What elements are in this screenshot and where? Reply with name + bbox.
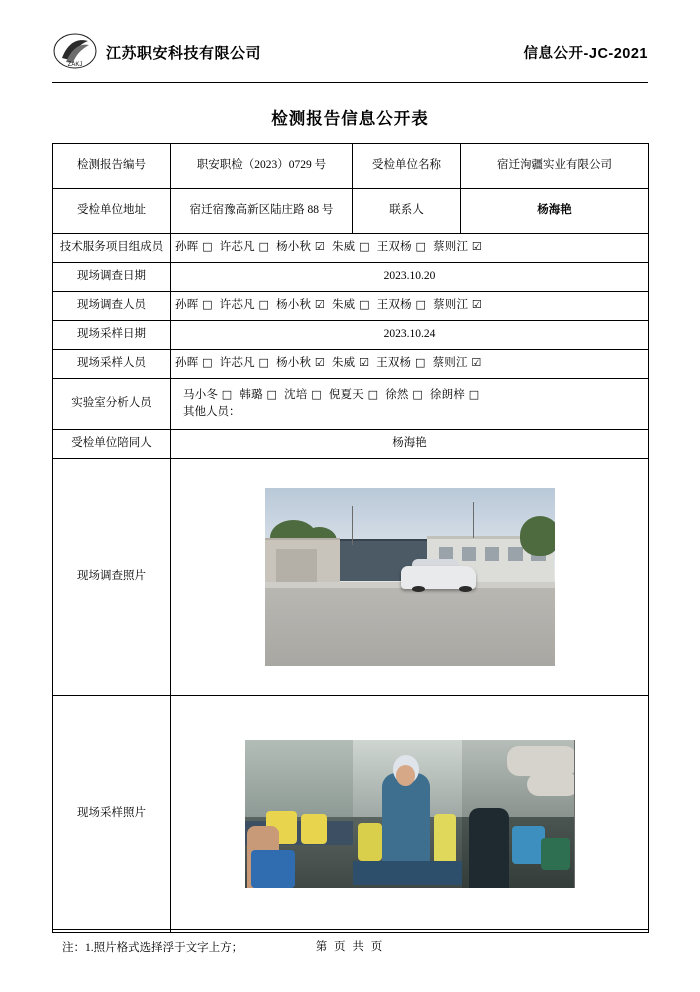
staff-name: 朱威 [331, 299, 356, 312]
survey-staff-member-2[interactable] [276, 299, 325, 311]
team-member-0[interactable] [175, 241, 213, 253]
table-row [53, 350, 649, 379]
checkbox-checked-icon[interactable]: ☑ [311, 240, 325, 254]
staff-name: 杨小秋 [276, 299, 312, 312]
survey-staff-label: 现场调查人员 [53, 292, 171, 321]
checkbox-unchecked-icon[interactable]: □ [411, 298, 427, 312]
table-row [53, 292, 649, 321]
team-member-4[interactable] [377, 241, 426, 253]
staff-name: 徐然 [385, 388, 409, 401]
checkbox-unchecked-icon[interactable]: □ [408, 387, 423, 401]
document-code: 信息公开-JC-2021 [523, 45, 648, 62]
accompany-label: 受检单位陪同人 [53, 430, 171, 459]
staff-name: 王双杨 [376, 357, 412, 370]
team-member-5[interactable] [433, 241, 482, 253]
staff-name: 孙晖 [175, 299, 199, 312]
client-value: 宿迁洵疆实业有限公司 [461, 144, 649, 189]
page-header [52, 28, 648, 83]
table-row [53, 379, 649, 430]
lab-staff-label: 实验室分析人员 [53, 379, 171, 430]
sampling-date-label: 现场采样日期 [53, 321, 171, 350]
staff-name: 许芯凡 [219, 357, 255, 370]
checkbox-checked-icon[interactable]: ☑ [468, 298, 482, 312]
checkbox-unchecked-icon[interactable]: □ [355, 298, 370, 312]
survey-staff-member-1[interactable] [220, 299, 269, 311]
sampling-staff-label: 现场采样人员 [53, 350, 171, 379]
checkbox-unchecked-icon[interactable]: □ [254, 240, 270, 254]
staff-name: 王双杨 [376, 241, 412, 254]
sampling-staff [171, 350, 649, 379]
survey-staff-member-3[interactable] [332, 299, 370, 311]
staff-name: 徐朗梓 [429, 388, 466, 401]
sampling-staff-member-5[interactable] [433, 357, 482, 369]
checkbox-unchecked-icon[interactable]: □ [307, 387, 322, 401]
page-title: 检测报告信息公开表 [271, 110, 429, 128]
checkbox-checked-icon[interactable]: ☑ [311, 356, 325, 370]
lab-staff [171, 379, 649, 430]
staff-name: 孙晖 [175, 357, 199, 370]
checkbox-checked-icon[interactable]: ☑ [467, 356, 482, 370]
lab-staff-member-0[interactable] [183, 389, 232, 401]
lab-staff-member-4[interactable] [385, 389, 423, 401]
staff-name: 马小冬 [183, 388, 219, 401]
team-members [171, 234, 649, 263]
sampling-staff-member-4[interactable] [376, 357, 425, 369]
lab-staff-member-3[interactable] [329, 389, 378, 401]
report-info-table [52, 143, 649, 933]
staff-name: 韩璐 [239, 388, 263, 401]
checkbox-checked-icon[interactable]: ☑ [355, 356, 370, 370]
survey-photo-cell [171, 459, 649, 696]
table-row [53, 189, 649, 234]
checkbox-unchecked-icon[interactable]: □ [355, 240, 370, 254]
contact-label: 联系人 [353, 189, 461, 234]
lab-other-label: 其他人员： [183, 406, 241, 418]
sampling-photo-image [245, 740, 575, 888]
survey-staff [171, 292, 649, 321]
report-no-label: 检测报告编号 [53, 144, 171, 189]
staff-name: 朱威 [331, 241, 356, 254]
team-member-3[interactable] [332, 241, 370, 253]
table-row [53, 144, 649, 189]
table-row [53, 696, 649, 933]
sampling-photo-cell [171, 696, 649, 933]
table-row [53, 321, 649, 350]
staff-name: 杨小秋 [276, 357, 312, 370]
sampling-staff-member-3[interactable] [332, 357, 369, 369]
checkbox-unchecked-icon[interactable]: □ [254, 356, 270, 370]
checkbox-unchecked-icon[interactable]: □ [198, 298, 213, 312]
survey-date-label: 现场调查日期 [53, 263, 171, 292]
checkbox-checked-icon[interactable]: ☑ [311, 298, 325, 312]
staff-name: 孙晖 [175, 241, 199, 254]
table-note: 注：1.照片格式选择浮于文字上方； [62, 942, 244, 954]
staff-name: 许芯凡 [219, 241, 255, 254]
table-row [53, 234, 649, 263]
table-row [53, 430, 649, 459]
client-label: 受检单位名称 [353, 144, 461, 189]
sampling-photo-label: 现场采样照片 [53, 696, 171, 933]
table-row [53, 459, 649, 696]
checkbox-unchecked-icon[interactable]: □ [262, 387, 278, 401]
company-name: 江苏职安科技有限公司 [106, 44, 262, 62]
checkbox-unchecked-icon[interactable]: □ [254, 298, 270, 312]
staff-name: 王双杨 [376, 299, 412, 312]
staff-name: 朱威 [331, 357, 356, 370]
svg-text:ZAKJ: ZAKJ [67, 62, 83, 68]
address-value: 宿迁宿豫高新区陆庄路 88 号 [171, 189, 353, 234]
contact-value: 杨海艳 [461, 189, 649, 234]
page-footer: 第 页 共 页 [52, 929, 648, 954]
checkbox-checked-icon[interactable]: ☑ [468, 240, 482, 254]
team-member-1[interactable] [220, 241, 269, 253]
table-row [53, 263, 649, 292]
checkbox-unchecked-icon[interactable]: □ [363, 387, 379, 401]
sampling-date-value: 2023.10.24 [171, 321, 649, 350]
survey-staff-member-0[interactable] [175, 299, 213, 311]
staff-name: 蔡则江 [433, 299, 469, 312]
survey-date-value: 2023.10.20 [171, 263, 649, 292]
lab-staff-member-5[interactable] [430, 389, 479, 401]
checkbox-unchecked-icon[interactable]: □ [411, 356, 426, 370]
survey-staff-member-4[interactable] [377, 299, 426, 311]
sampling-staff-member-0[interactable] [175, 357, 213, 369]
accompany-value: 杨海艳 [171, 430, 649, 459]
survey-photo-label: 现场调查照片 [53, 459, 171, 696]
header-left [52, 32, 261, 72]
team-label: 技术服务项目组成员 [53, 234, 171, 263]
survey-staff-member-5[interactable] [433, 299, 482, 311]
staff-name: 许芯凡 [219, 299, 255, 312]
sampling-staff-member-2[interactable] [276, 357, 325, 369]
staff-name: 沈培 [284, 388, 308, 401]
checkbox-unchecked-icon[interactable]: □ [218, 387, 233, 401]
lab-staff-member-2[interactable] [284, 389, 322, 401]
lab-staff-member-1[interactable] [239, 389, 277, 401]
checkbox-unchecked-icon[interactable]: □ [465, 387, 480, 401]
checkbox-unchecked-icon[interactable]: □ [198, 240, 213, 254]
report-no-value: 职安职检（2023）0729 号 [171, 144, 353, 189]
staff-name: 杨小秋 [276, 241, 312, 254]
sampling-staff-member-1[interactable] [220, 357, 269, 369]
company-logo-icon [52, 32, 98, 72]
staff-name: 蔡则江 [432, 357, 468, 370]
survey-photo-image [265, 488, 555, 666]
checkbox-unchecked-icon[interactable]: □ [198, 356, 213, 370]
team-member-2[interactable] [276, 241, 325, 253]
address-label: 受检单位地址 [53, 189, 171, 234]
checkbox-unchecked-icon[interactable]: □ [411, 240, 427, 254]
staff-name: 倪夏天 [328, 388, 364, 401]
staff-name: 蔡则江 [433, 241, 469, 254]
